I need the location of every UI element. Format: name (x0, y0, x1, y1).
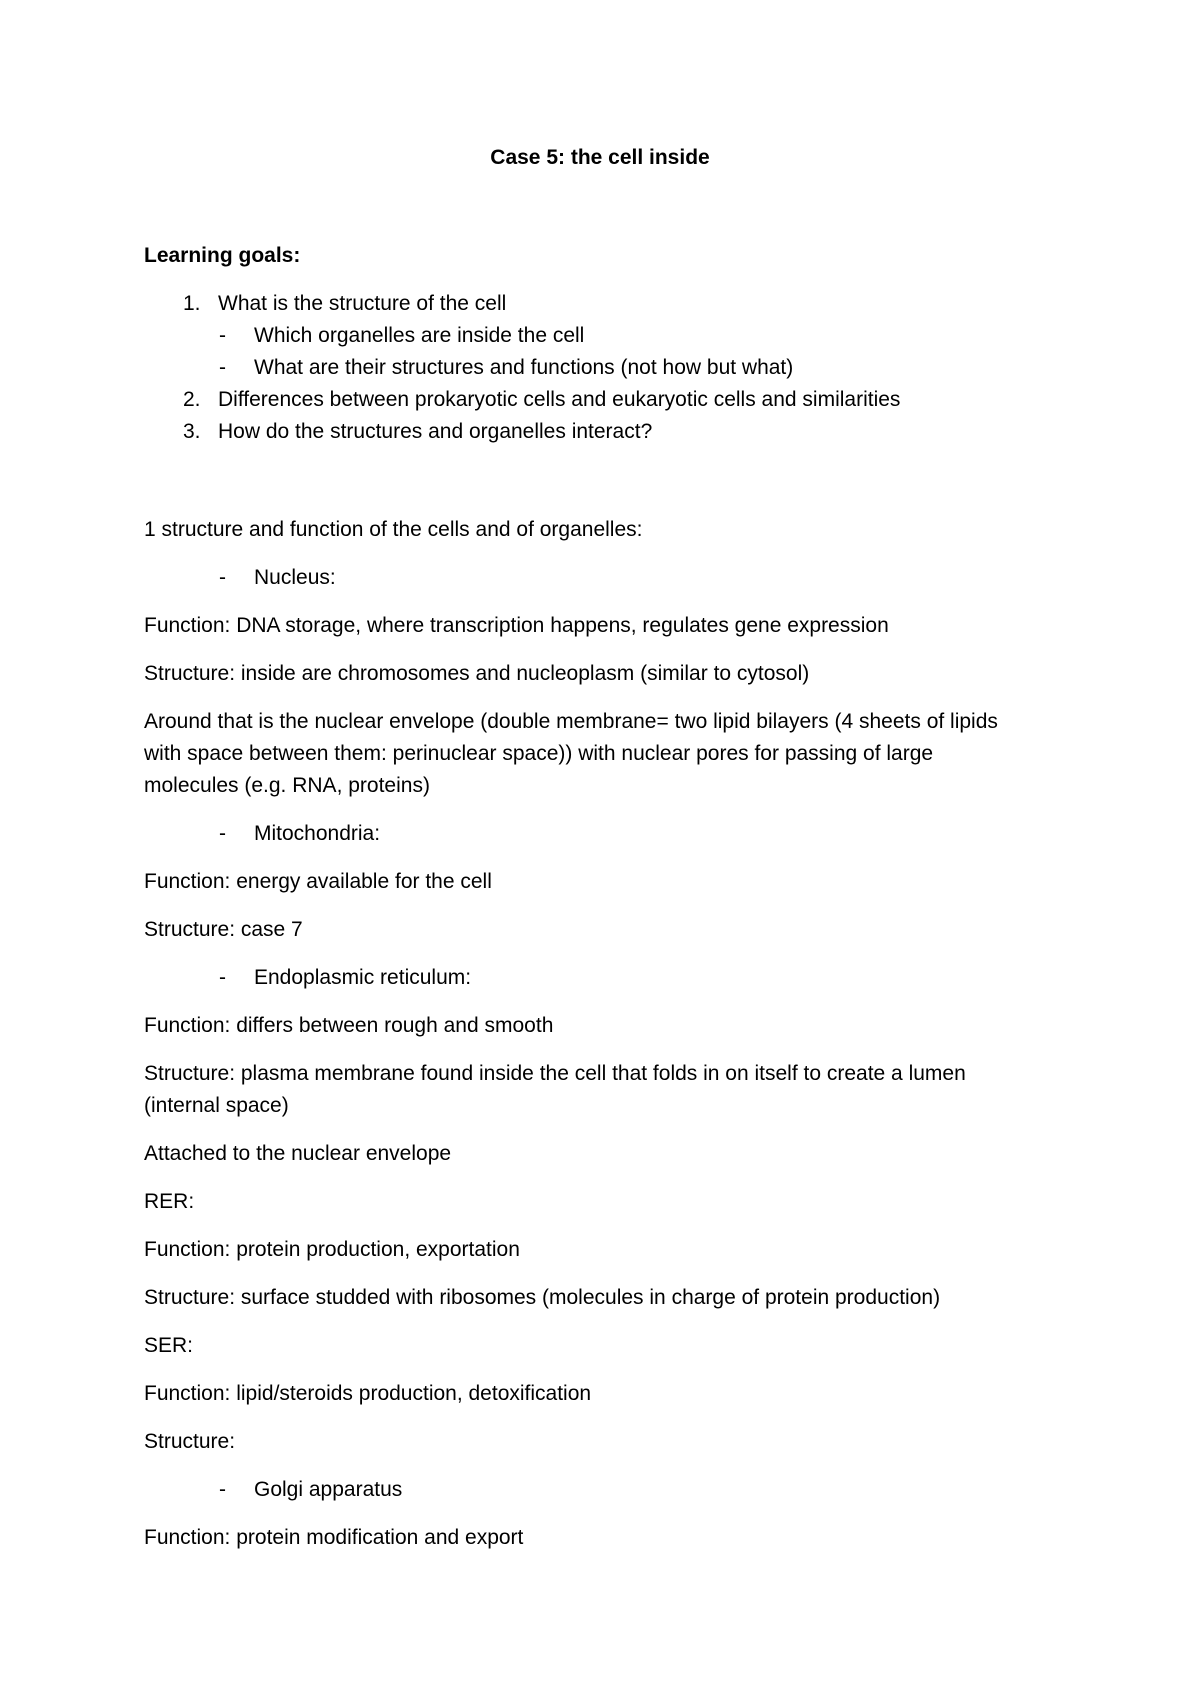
er-structure-line: (internal space) (144, 1094, 289, 1117)
mitochondria-structure: Structure: case 7 (144, 918, 303, 941)
ser-function: Function: lipid/steroids production, detoxification (144, 1382, 592, 1405)
goal-subitem: Which organelles are inside the cell (254, 324, 585, 347)
goal-item: What is the structure of the cell (218, 292, 507, 315)
learning-goals-heading: Learning goals: (144, 244, 301, 267)
ser-structure: Structure: (144, 1430, 236, 1453)
goal-item: How do the structures and organelles interact? (218, 420, 653, 443)
organelle-heading-nucleus: Nucleus: (254, 566, 336, 589)
bullet-dash: - (219, 356, 226, 379)
er-function: Function: differs between rough and smooth (144, 1014, 554, 1037)
bullet-dash: - (219, 822, 226, 845)
nucleus-structure: Structure: inside are chromosomes and nucleoplasm (similar to cytosol) (144, 662, 810, 685)
goal-number: 2. (183, 388, 201, 411)
organelle-heading-er: Endoplasmic reticulum: (254, 966, 472, 989)
mitochondria-function: Function: energy available for the cell (144, 870, 492, 893)
bullet-dash: - (219, 566, 226, 589)
nucleus-envelope-line: with space between them: perinuclear space)) with nuclear pores for passing of large (144, 742, 934, 765)
organelle-heading-golgi: Golgi apparatus (254, 1478, 403, 1501)
nucleus-envelope-line: Around that is the nuclear envelope (double membrane= two lipid bilayers (4 sheets of lipids (144, 710, 998, 733)
er-structure-line: Structure: plasma membrane found inside the cell that folds in on itself to create a lumen (144, 1062, 966, 1085)
goal-subitem: What are their structures and functions (not how but what) (254, 356, 794, 379)
bullet-dash: - (219, 324, 226, 347)
er-attached: Attached to the nuclear envelope (144, 1142, 452, 1165)
rer-heading: RER: (144, 1190, 195, 1213)
goal-number: 1. (183, 292, 201, 315)
page-title: Case 5: the cell inside (490, 146, 710, 169)
bullet-dash: - (219, 1478, 226, 1501)
ser-heading: SER: (144, 1334, 194, 1357)
rer-function: Function: protein production, exportation (144, 1238, 520, 1261)
nucleus-function: Function: DNA storage, where transcription happens, regulates gene expression (144, 614, 889, 637)
goal-number: 3. (183, 420, 201, 443)
organelle-heading-mitochondria: Mitochondria: (254, 822, 381, 845)
nucleus-envelope-line: molecules (e.g. RNA, proteins) (144, 774, 430, 797)
goal-item: Differences between prokaryotic cells and eukaryotic cells and similarities (218, 388, 901, 411)
bullet-dash: - (219, 966, 226, 989)
golgi-function: Function: protein modification and export (144, 1526, 524, 1549)
rer-structure: Structure: surface studded with ribosomes (molecules in charge of protein production) (144, 1286, 941, 1309)
section-heading: 1 structure and function of the cells and of organelles: (144, 518, 643, 541)
